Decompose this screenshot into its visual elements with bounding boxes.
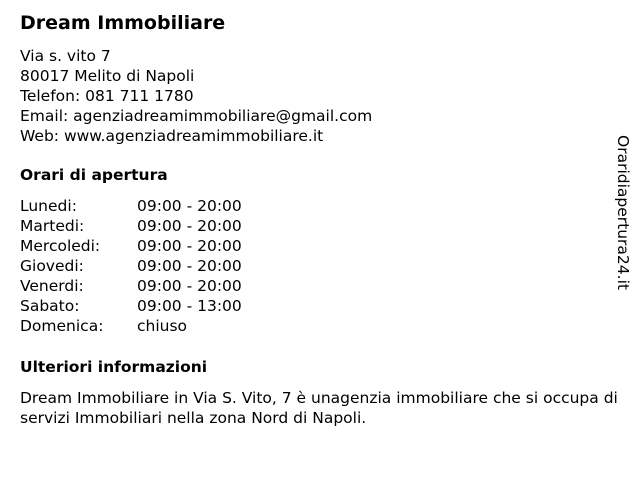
phone-number: Telefon: 081 711 1780 bbox=[20, 87, 194, 105]
hours-time: 09:00 - 20:00 bbox=[137, 197, 242, 215]
city-address: 80017 Melito di Napoli bbox=[20, 67, 195, 85]
hours-row-friday bbox=[20, 276, 610, 296]
hours-time: 09:00 - 20:00 bbox=[137, 257, 242, 275]
address-block bbox=[20, 46, 610, 146]
hours-day: Sabato: bbox=[20, 297, 80, 315]
hours-row-wednesday bbox=[20, 236, 610, 256]
website: Web: www.agenziadreamimmobiliare.it bbox=[20, 127, 324, 145]
hours-row-thursday bbox=[20, 256, 610, 276]
hours-row-sunday bbox=[20, 316, 610, 336]
hours-time: 09:00 - 20:00 bbox=[137, 237, 242, 255]
hours-day: Venerdi: bbox=[20, 277, 84, 295]
more-info-title: Ulteriori informazioni bbox=[20, 358, 208, 376]
hours-day: Mercoledi: bbox=[20, 237, 101, 255]
hours-time: 09:00 - 20:00 bbox=[137, 217, 242, 235]
hours-day: Giovedi: bbox=[20, 257, 84, 275]
business-description: Dream Immobiliare in Via S. Vito, 7 è unagenzia immobiliare che si occupa di servizi Immobiliari nella zona Nord di Napoli. bbox=[20, 389, 618, 427]
hours-row-saturday bbox=[20, 296, 610, 316]
hours-row-tuesday bbox=[20, 216, 610, 236]
hours-time: chiuso bbox=[137, 317, 188, 335]
hours-day: Domenica: bbox=[20, 317, 104, 335]
site-watermark: Oraridiapertura24.it bbox=[614, 135, 632, 290]
hours-day: Lunedi: bbox=[20, 197, 77, 215]
email-address: Email: agenziadreamimmobiliare@gmail.com bbox=[20, 107, 373, 125]
hours-row-monday bbox=[20, 196, 610, 216]
business-card bbox=[20, 10, 618, 428]
opening-hours-table bbox=[20, 196, 610, 336]
hours-time: 09:00 - 20:00 bbox=[137, 277, 242, 295]
hours-day: Martedi: bbox=[20, 217, 85, 235]
opening-hours-title: Orari di apertura bbox=[20, 166, 168, 184]
business-name: Dream Immobiliare bbox=[20, 12, 226, 34]
hours-time: 09:00 - 13:00 bbox=[137, 297, 242, 315]
street-address: Via s. vito 7 bbox=[20, 47, 111, 65]
